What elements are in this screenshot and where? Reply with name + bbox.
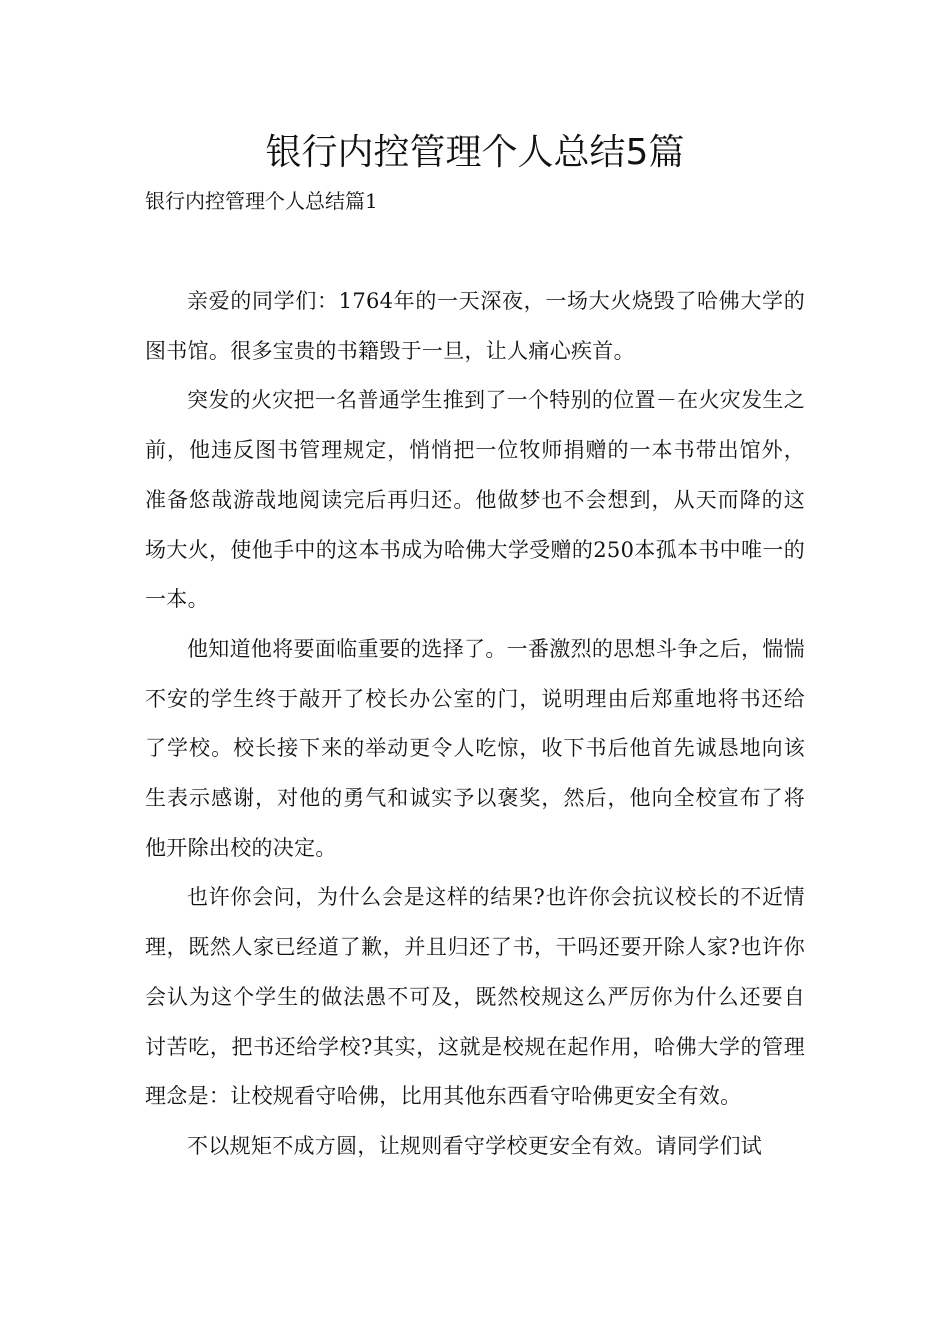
document-title: 银行内控管理个人总结5篇	[265, 132, 685, 173]
body-paragraph: 不以规矩不成方圆，让规则看守学校更安全有效。请同学们试	[187, 1133, 763, 1158]
body-paragraph: 他知道他将要面临重要的选择了。一番激烈的思想斗争之后，惴惴不安的学生终于敲开了校长办公室的门，说明理由后郑重地将书还给了学校。校长接下来的举动更令人吃惊，收下书后他首先诚恳地向该生表示感谢，对他的勇气和诚实予以褒奖，然后，他向全校宣布了将他开除出校的决定。	[145, 636, 805, 860]
body-paragraph: 亲爱的同学们：1764年的一天深夜，一场大火烧毁了哈佛大学的图书馆。很多宝贵的书籍毁于一旦，让人痛心疾首。	[145, 289, 805, 363]
section-heading: 银行内控管理个人总结篇1	[145, 189, 378, 213]
document-body	[145, 277, 805, 1172]
body-paragraph: 突发的火灾把一名普通学生推到了一个特别的位置－在火灾发生之前，他违反图书管理规定，悄悄把一位牧师捐赠的一本书带出馆外，准备悠哉游哉地阅读完后再归还。他做梦也不会想到，从天而降的这场大火，使他手中的这本书成为哈佛大学受赠的250本孤本书中唯一的一本。	[145, 388, 805, 612]
body-paragraph: 也许你会问，为什么会是这样的结果?也许你会抗议校长的不近情理，既然人家已经道了歉，并且归还了书，干吗还要开除人家?也许你会认为这个学生的做法愚不可及，既然校规这么严厉你为什么还要自讨苦吃，把书还给学校?其实，这就是校规在起作用，哈佛大学的管理理念是：让校规看守哈佛，比用其他东西看守哈佛更安全有效。	[145, 885, 805, 1109]
